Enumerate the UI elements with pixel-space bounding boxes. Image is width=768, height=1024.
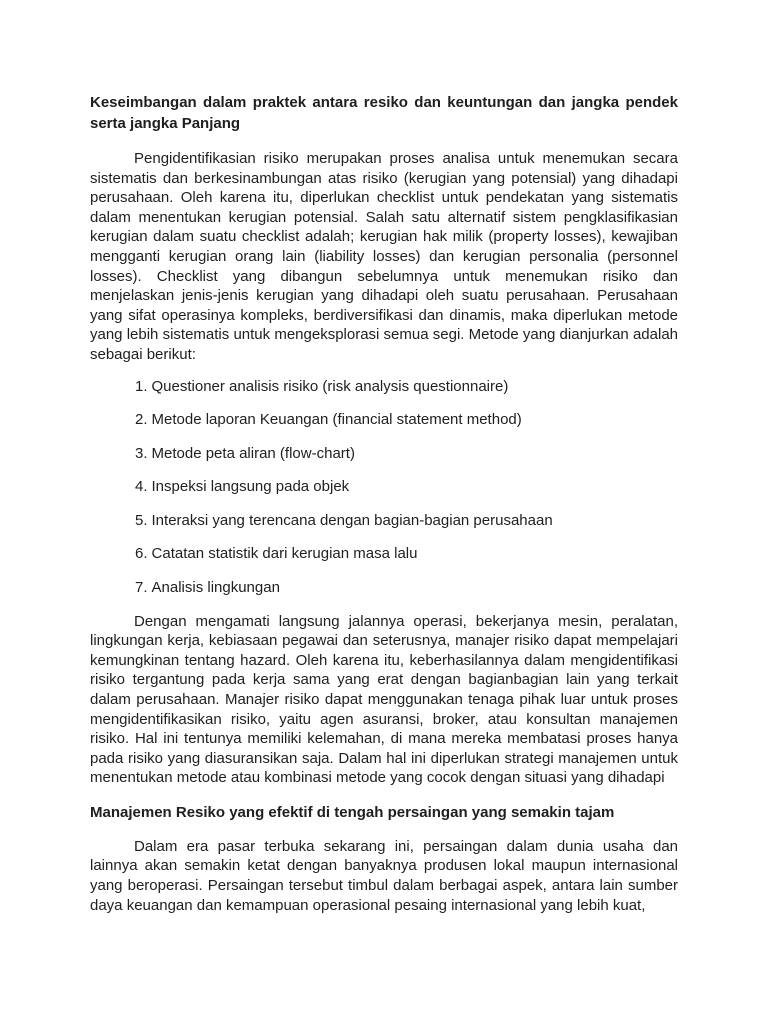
list-item: 4. Inspeksi langsung pada objek <box>135 478 350 496</box>
section-heading-risk-balance: Keseimbangan dalam praktek antara resiko dan keuntungan dan jangka pendek serta jangka Panjang <box>90 94 678 132</box>
section-heading-effective-risk-management: Manajemen Resiko yang efektif di tengah persaingan yang semakin tajam <box>90 803 615 821</box>
list-item: 5. Interaksi yang terencana dengan bagian-bagian perusahaan <box>135 511 553 529</box>
paragraph-risk-identification: Pengidentifikasian risiko merupakan proses analisa untuk menemukan secara sistematis dan berkesinambungan atas risiko (kerugian yang potensial) yang dihadapi perusahaan. Oleh karena itu, diperlukan checklist untuk pendekatan yang sistematis dalam menentukan kerugian potensial. Salah satu alternatif sistem pengklasifikasian kerugian dalam suatu checklist adalah; kerugian hak milik (property losses), kewajiban mengganti kerugian orang lain (liability losses) dan kerugian personalia (personnel losses). Checklist yang dibangun sebelumnya untuk menemukan risiko dan menjelaskan jenis-jenis kerugian yang dihadapi oleh suatu perusahaan. Perusahaan yang sifat operasinya kompleks, berdiversifikasi dan dinamis, maka diperlukan metode yang lebih sistematis untuk mengeksplorasi semua segi. Metode yang dianjurkan adalah sebagai berikut: <box>90 150 678 363</box>
list-item: 1. Questioner analisis risiko (risk analysis questionnaire) <box>135 377 509 395</box>
list-item: 6. Catatan statistik dari kerugian masa lalu <box>135 545 418 563</box>
paragraph-direct-observation: Dengan mengamati langsung jalannya operasi, bekerjanya mesin, peralatan, lingkungan kerja, kebiasaan pegawai dan seterusnya, manajer risiko dapat mempelajari kemungkinan tentang hazard. Oleh karena itu, keberhasilannya dalam mengidentifikasi risiko tergantung pada kerja sama yang erat dengan bagianbagian lain yang terkait dalam perusahaan. Manajer risiko dapat menggunakan tenaga pihak luar untuk proses mengidentifikasikan risiko, yaitu agen asuransi, broker, atau konsultan manajemen risiko. Hal ini tentunya memiliki kelemahan, di mana mereka membatasi proses hanya pada risiko yang diasuransikan saja. Dalam hal ini diperlukan strategi manajemen untuk menentukan metode atau kombinasi metode yang cocok dengan situasi yang dihadapi <box>90 612 678 787</box>
paragraph-open-market: Dalam era pasar terbuka sekarang ini, persaingan dalam dunia usaha dan lainnya akan semakin ketat dengan banyaknya produsen lokal maupun internasional yang beroperasi. Persaingan tersebut timbul dalam berbagai aspek, antara lain sumber daya keuangan dan kemampuan operasional pesaing internasional yang lebih kuat, <box>90 837 678 914</box>
list-item: 3. Metode peta aliran (flow-chart) <box>135 444 355 462</box>
method-list <box>90 377 678 600</box>
list-item: 2. Metode laporan Keuangan (financial statement method) <box>135 411 522 429</box>
document-page <box>90 92 678 915</box>
list-item: 7. Analisis lingkungan <box>135 578 280 596</box>
